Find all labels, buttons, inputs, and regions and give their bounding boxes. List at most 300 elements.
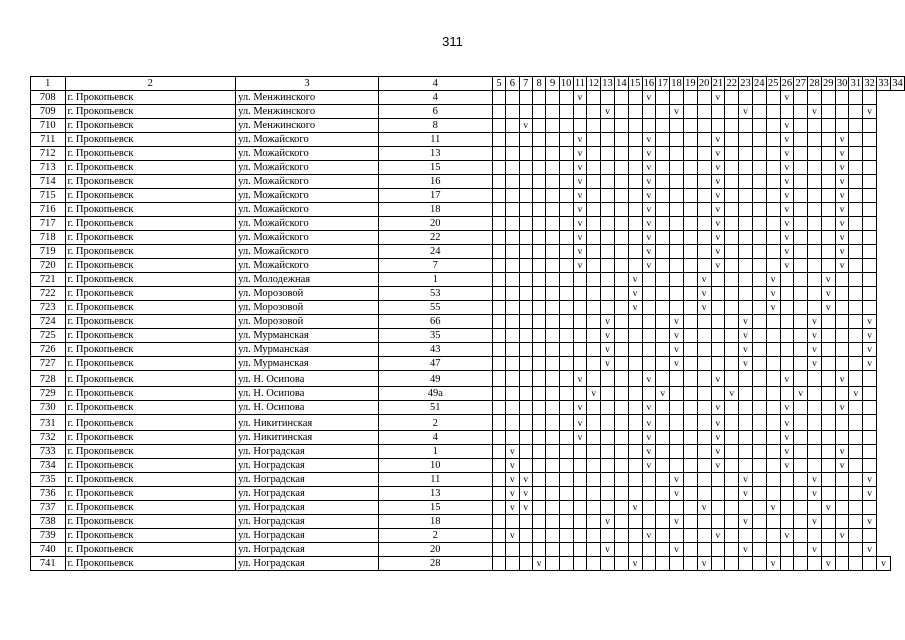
mark-cell bbox=[794, 217, 808, 231]
street-cell: ул. Ноградская bbox=[236, 501, 379, 515]
mark-cell bbox=[614, 343, 628, 357]
mark-cell bbox=[863, 259, 877, 273]
mark-cell: v bbox=[642, 161, 656, 175]
column-header: 4 bbox=[378, 77, 492, 91]
mark-cell bbox=[863, 301, 877, 315]
column-header: 25 bbox=[767, 77, 779, 89]
house-number-cell: 20 bbox=[378, 217, 492, 231]
mark-cell bbox=[670, 161, 684, 175]
mark-cell bbox=[519, 287, 532, 301]
mark-cell: v bbox=[808, 105, 822, 119]
street-cell: ул. Ноградская bbox=[236, 445, 379, 459]
mark-cell bbox=[835, 487, 849, 501]
mark-cell bbox=[725, 529, 739, 543]
mark-cell: v bbox=[780, 119, 794, 133]
city-cell: г. Прокопьевск bbox=[65, 543, 236, 557]
mark-cell bbox=[808, 501, 822, 515]
column-header: 3 bbox=[236, 77, 379, 91]
mark-cell bbox=[573, 501, 587, 515]
mark-cell: v bbox=[711, 203, 725, 217]
mark-cell bbox=[683, 487, 697, 501]
mark-cell bbox=[628, 529, 642, 543]
mark-cell bbox=[794, 487, 808, 501]
mark-cell bbox=[683, 501, 697, 515]
row-number-cell: 727 bbox=[31, 357, 66, 371]
mark-cell bbox=[656, 401, 670, 415]
mark-cell bbox=[587, 217, 601, 231]
mark-cell bbox=[739, 557, 753, 571]
column-header: 20 bbox=[698, 77, 710, 89]
mark-cell: v bbox=[739, 357, 753, 371]
mark-cell bbox=[573, 301, 587, 315]
mark-cell bbox=[821, 91, 835, 105]
mark-cell bbox=[697, 387, 711, 401]
mark-cell bbox=[752, 91, 766, 105]
street-cell: ул. Можайского bbox=[236, 217, 379, 231]
mark-cell bbox=[739, 147, 753, 161]
mark-cell bbox=[683, 231, 697, 245]
mark-cell bbox=[587, 487, 601, 501]
mark-cell: v bbox=[642, 371, 656, 387]
mark-cell bbox=[628, 445, 642, 459]
mark-cell bbox=[794, 529, 808, 543]
mark-cell bbox=[628, 259, 642, 273]
mark-cell bbox=[739, 445, 753, 459]
page-number: 311 bbox=[442, 34, 463, 49]
mark-cell bbox=[821, 343, 835, 357]
mark-cell bbox=[725, 105, 739, 119]
mark-cell: v bbox=[506, 445, 519, 459]
mark-cell bbox=[642, 287, 656, 301]
table-row bbox=[31, 147, 905, 161]
mark-cell bbox=[780, 301, 794, 315]
mark-cell bbox=[739, 161, 753, 175]
mark-cell bbox=[697, 431, 711, 445]
mark-cell: v bbox=[780, 203, 794, 217]
mark-cell bbox=[766, 515, 780, 529]
mark-cell bbox=[849, 401, 863, 415]
mark-cell bbox=[506, 343, 519, 357]
table-row bbox=[31, 543, 905, 557]
mark-cell bbox=[725, 91, 739, 105]
mark-cell bbox=[506, 415, 519, 431]
mark-cell bbox=[752, 473, 766, 487]
mark-cell: v bbox=[601, 357, 615, 371]
mark-cell bbox=[546, 273, 559, 287]
mark-cell: v bbox=[725, 387, 739, 401]
mark-cell bbox=[835, 357, 849, 371]
mark-cell bbox=[573, 445, 587, 459]
mark-cell bbox=[752, 371, 766, 387]
table-row bbox=[31, 357, 905, 371]
mark-cell bbox=[519, 259, 532, 273]
mark-cell bbox=[532, 529, 545, 543]
mark-cell bbox=[683, 315, 697, 329]
mark-cell bbox=[519, 445, 532, 459]
mark-cell bbox=[849, 245, 863, 259]
mark-cell bbox=[808, 371, 822, 387]
mark-cell bbox=[739, 259, 753, 273]
mark-cell bbox=[670, 301, 684, 315]
mark-cell bbox=[725, 543, 739, 557]
table-row bbox=[31, 529, 905, 543]
row-number-cell: 718 bbox=[31, 231, 66, 245]
mark-cell bbox=[752, 329, 766, 343]
mark-cell bbox=[628, 91, 642, 105]
mark-cell bbox=[863, 175, 877, 189]
mark-cell bbox=[863, 529, 877, 543]
mark-cell: v bbox=[835, 133, 849, 147]
row-number-cell: 709 bbox=[31, 105, 66, 119]
mark-cell bbox=[519, 105, 532, 119]
mark-cell bbox=[670, 231, 684, 245]
mark-cell bbox=[863, 91, 877, 105]
house-number-cell: 15 bbox=[378, 161, 492, 175]
mark-cell bbox=[863, 401, 877, 415]
mark-cell bbox=[794, 329, 808, 343]
mark-cell bbox=[683, 119, 697, 133]
mark-cell bbox=[587, 529, 601, 543]
mark-cell: v bbox=[670, 315, 684, 329]
mark-cell: v bbox=[821, 501, 835, 515]
mark-cell bbox=[849, 431, 863, 445]
mark-cell bbox=[821, 371, 835, 387]
mark-cell: v bbox=[573, 231, 587, 245]
mark-cell bbox=[821, 415, 835, 431]
mark-cell: v bbox=[711, 189, 725, 203]
table-row bbox=[31, 91, 905, 105]
mark-cell bbox=[573, 105, 587, 119]
mark-cell: v bbox=[642, 91, 656, 105]
mark-cell bbox=[725, 315, 739, 329]
mark-cell bbox=[519, 217, 532, 231]
street-cell: ул. Можайского bbox=[236, 161, 379, 175]
mark-cell bbox=[849, 147, 863, 161]
mark-cell: v bbox=[573, 175, 587, 189]
mark-cell bbox=[725, 401, 739, 415]
mark-cell bbox=[587, 357, 601, 371]
mark-cell bbox=[642, 473, 656, 487]
mark-cell: v bbox=[711, 415, 725, 431]
mark-cell bbox=[821, 189, 835, 203]
mark-cell bbox=[794, 105, 808, 119]
mark-cell bbox=[492, 105, 505, 119]
mark-cell bbox=[614, 415, 628, 431]
mark-cell bbox=[808, 445, 822, 459]
mark-cell bbox=[587, 273, 601, 287]
mark-cell bbox=[725, 515, 739, 529]
mark-cell: v bbox=[835, 175, 849, 189]
mark-cell bbox=[546, 259, 559, 273]
mark-cell bbox=[766, 231, 780, 245]
mark-cell bbox=[849, 175, 863, 189]
street-cell: ул. Можайского bbox=[236, 259, 379, 273]
mark-cell: v bbox=[780, 415, 794, 431]
mark-cell bbox=[601, 147, 615, 161]
mark-cell bbox=[780, 543, 794, 557]
mark-cell bbox=[794, 371, 808, 387]
mark-cell bbox=[492, 401, 505, 415]
mark-cell bbox=[808, 231, 822, 245]
mark-cell bbox=[739, 189, 753, 203]
mark-cell bbox=[766, 473, 780, 487]
house-number-cell: 51 bbox=[378, 401, 492, 415]
mark-cell bbox=[849, 105, 863, 119]
row-number-cell: 724 bbox=[31, 315, 66, 329]
mark-cell bbox=[808, 387, 822, 401]
house-number-cell: 10 bbox=[378, 459, 492, 473]
mark-cell bbox=[711, 329, 725, 343]
mark-cell bbox=[766, 415, 780, 431]
table-row bbox=[31, 557, 905, 571]
city-cell: г. Прокопьевск bbox=[65, 105, 236, 119]
mark-cell bbox=[863, 273, 877, 287]
mark-cell bbox=[739, 431, 753, 445]
mark-cell: v bbox=[519, 487, 532, 501]
table-row bbox=[31, 431, 905, 445]
mark-cell bbox=[725, 273, 739, 287]
street-cell: ул. Можайского bbox=[236, 203, 379, 217]
table-row bbox=[31, 203, 905, 217]
column-header: 14 bbox=[616, 77, 627, 89]
mark-cell: v bbox=[642, 189, 656, 203]
mark-cell bbox=[601, 557, 615, 571]
mark-cell bbox=[863, 231, 877, 245]
mark-cell bbox=[519, 343, 532, 357]
mark-cell bbox=[697, 401, 711, 415]
mark-cell bbox=[492, 329, 505, 343]
mark-cell bbox=[656, 473, 670, 487]
row-number-cell: 737 bbox=[31, 501, 66, 515]
mark-cell: v bbox=[849, 387, 863, 401]
city-cell: г. Прокопьевск bbox=[65, 301, 236, 315]
mark-cell bbox=[601, 189, 615, 203]
mark-cell: v bbox=[601, 543, 615, 557]
mark-cell bbox=[683, 473, 697, 487]
mark-cell: v bbox=[711, 133, 725, 147]
mark-cell bbox=[808, 175, 822, 189]
mark-cell bbox=[559, 119, 573, 133]
row-number-cell: 736 bbox=[31, 487, 66, 501]
mark-cell bbox=[863, 371, 877, 387]
mark-cell bbox=[492, 387, 505, 401]
mark-cell bbox=[849, 301, 863, 315]
street-cell: ул. Морозовой bbox=[236, 301, 379, 315]
mark-cell bbox=[628, 315, 642, 329]
column-header: 19 bbox=[685, 77, 696, 89]
mark-cell bbox=[863, 445, 877, 459]
mark-cell bbox=[697, 133, 711, 147]
mark-cell: v bbox=[642, 175, 656, 189]
mark-cell bbox=[683, 245, 697, 259]
mark-cell bbox=[849, 515, 863, 529]
mark-cell bbox=[546, 357, 559, 371]
mark-cell bbox=[614, 105, 628, 119]
mark-cell bbox=[532, 431, 545, 445]
mark-cell bbox=[546, 343, 559, 357]
mark-cell bbox=[601, 91, 615, 105]
mark-cell bbox=[821, 231, 835, 245]
mark-cell bbox=[587, 431, 601, 445]
mark-cell bbox=[587, 501, 601, 515]
mark-cell bbox=[821, 133, 835, 147]
mark-cell bbox=[546, 371, 559, 387]
mark-cell bbox=[752, 529, 766, 543]
mark-cell bbox=[519, 231, 532, 245]
street-cell: ул. Морозовой bbox=[236, 287, 379, 301]
mark-cell bbox=[492, 259, 505, 273]
mark-cell bbox=[587, 245, 601, 259]
mark-cell bbox=[532, 515, 545, 529]
mark-cell bbox=[725, 357, 739, 371]
mark-cell: v bbox=[601, 105, 615, 119]
mark-cell bbox=[532, 445, 545, 459]
mark-cell bbox=[532, 543, 545, 557]
mark-cell bbox=[849, 445, 863, 459]
mark-cell bbox=[614, 371, 628, 387]
mark-cell bbox=[492, 415, 505, 431]
mark-cell bbox=[519, 147, 532, 161]
mark-cell bbox=[642, 329, 656, 343]
mark-cell: v bbox=[835, 401, 849, 415]
mark-cell bbox=[849, 91, 863, 105]
mark-cell bbox=[697, 529, 711, 543]
mark-cell bbox=[628, 543, 642, 557]
mark-cell: v bbox=[670, 473, 684, 487]
city-cell: г. Прокопьевск bbox=[65, 515, 236, 529]
mark-cell bbox=[656, 161, 670, 175]
mark-cell bbox=[739, 301, 753, 315]
mark-cell bbox=[492, 315, 505, 329]
mark-cell bbox=[519, 431, 532, 445]
mark-cell: v bbox=[519, 501, 532, 515]
mark-cell bbox=[670, 203, 684, 217]
mark-cell bbox=[614, 401, 628, 415]
mark-cell bbox=[532, 231, 545, 245]
mark-cell bbox=[573, 287, 587, 301]
row-number-cell: 731 bbox=[31, 415, 66, 431]
mark-cell bbox=[506, 133, 519, 147]
mark-cell bbox=[601, 161, 615, 175]
mark-cell bbox=[492, 245, 505, 259]
mark-cell bbox=[492, 473, 505, 487]
city-cell: г. Прокопьевск bbox=[65, 217, 236, 231]
mark-cell bbox=[670, 501, 684, 515]
mark-cell bbox=[835, 415, 849, 431]
mark-cell bbox=[794, 175, 808, 189]
mark-cell bbox=[546, 245, 559, 259]
mark-cell bbox=[766, 203, 780, 217]
mark-cell bbox=[863, 133, 877, 147]
mark-cell bbox=[808, 203, 822, 217]
mark-cell bbox=[587, 147, 601, 161]
mark-cell bbox=[697, 161, 711, 175]
column-header: 8 bbox=[532, 77, 545, 91]
mark-cell bbox=[559, 415, 573, 431]
mark-cell bbox=[725, 459, 739, 473]
house-number-cell: 35 bbox=[378, 329, 492, 343]
row-number-cell: 715 bbox=[31, 189, 66, 203]
mark-cell bbox=[670, 217, 684, 231]
mark-cell bbox=[794, 415, 808, 431]
house-number-cell: 2 bbox=[378, 415, 492, 431]
row-number-cell: 738 bbox=[31, 515, 66, 529]
mark-cell bbox=[506, 161, 519, 175]
mark-cell: v bbox=[808, 343, 822, 357]
mark-cell bbox=[780, 287, 794, 301]
mark-cell bbox=[725, 175, 739, 189]
mark-cell bbox=[546, 387, 559, 401]
mark-cell: v bbox=[711, 431, 725, 445]
street-cell: ул. Можайского bbox=[236, 231, 379, 245]
house-number-cell: 49а bbox=[378, 387, 492, 401]
mark-cell bbox=[670, 529, 684, 543]
mark-cell: v bbox=[573, 431, 587, 445]
mark-cell bbox=[573, 387, 587, 401]
mark-cell bbox=[739, 459, 753, 473]
mark-cell bbox=[506, 245, 519, 259]
mark-cell bbox=[506, 557, 519, 571]
mark-cell bbox=[559, 473, 573, 487]
house-number-cell: 7 bbox=[378, 259, 492, 273]
mark-cell bbox=[835, 515, 849, 529]
mark-cell: v bbox=[670, 515, 684, 529]
city-cell: г. Прокопьевск bbox=[65, 415, 236, 431]
mark-cell: v bbox=[519, 119, 532, 133]
mark-cell bbox=[506, 315, 519, 329]
mark-cell bbox=[683, 357, 697, 371]
mark-cell: v bbox=[697, 557, 711, 571]
mark-cell bbox=[628, 175, 642, 189]
mark-cell bbox=[725, 487, 739, 501]
mark-cell bbox=[821, 445, 835, 459]
mark-cell bbox=[656, 415, 670, 431]
mark-cell bbox=[559, 515, 573, 529]
mark-cell bbox=[794, 147, 808, 161]
house-number-cell: 2 bbox=[378, 529, 492, 543]
street-cell: ул. Никитинская bbox=[236, 415, 379, 431]
mark-cell bbox=[766, 371, 780, 387]
mark-cell bbox=[725, 329, 739, 343]
mark-cell: v bbox=[808, 543, 822, 557]
mark-cell bbox=[766, 175, 780, 189]
mark-cell bbox=[532, 357, 545, 371]
mark-cell bbox=[546, 459, 559, 473]
mark-cell bbox=[601, 529, 615, 543]
mark-cell bbox=[835, 119, 849, 133]
column-header: 34 bbox=[892, 77, 903, 89]
mark-cell bbox=[628, 515, 642, 529]
mark-cell bbox=[697, 175, 711, 189]
table-row bbox=[31, 287, 905, 301]
mark-cell bbox=[835, 543, 849, 557]
street-cell: ул. Мурманская bbox=[236, 329, 379, 343]
mark-cell bbox=[697, 343, 711, 357]
mark-cell bbox=[506, 231, 519, 245]
mark-cell bbox=[849, 231, 863, 245]
mark-cell bbox=[492, 203, 505, 217]
street-cell: ул. Ноградская bbox=[236, 529, 379, 543]
row-number-cell: 725 bbox=[31, 329, 66, 343]
mark-cell: v bbox=[642, 259, 656, 273]
mark-cell bbox=[628, 431, 642, 445]
registry-table bbox=[30, 76, 905, 571]
mark-cell bbox=[546, 119, 559, 133]
mark-cell bbox=[559, 287, 573, 301]
table-row bbox=[31, 161, 905, 175]
mark-cell bbox=[683, 189, 697, 203]
mark-cell bbox=[601, 273, 615, 287]
